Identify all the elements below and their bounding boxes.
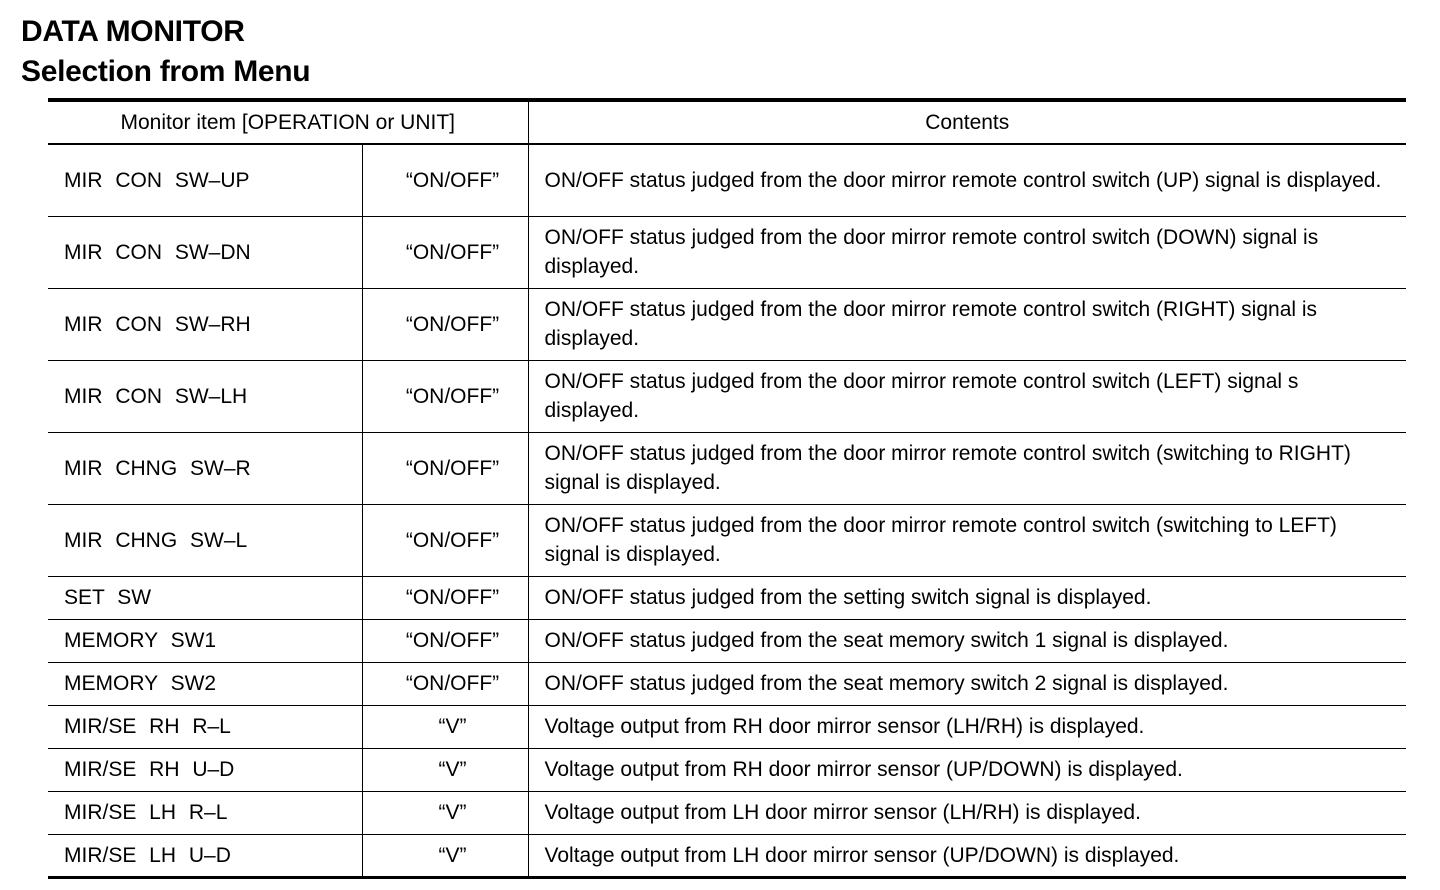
page-title: DATA MONITOR (21, 15, 245, 48)
unit-cell: “V” (362, 834, 528, 877)
header-monitor-item: Monitor item [OPERATION or UNIT] (48, 100, 528, 144)
monitor-item-cell: MIR CON SW–RH (48, 288, 362, 360)
monitor-item-cell: MIR CHNG SW–R (48, 432, 362, 504)
contents-cell: Voltage output from RH door mirror sensor (LH/RH) is displayed. (528, 705, 1406, 748)
unit-cell: “V” (362, 748, 528, 791)
contents-cell: Voltage output from RH door mirror sensor (UP/DOWN) is displayed. (528, 748, 1406, 791)
contents-cell: ON/OFF status judged from the door mirror remote control switch (LEFT) signal s displayed. (528, 360, 1406, 432)
contents-cell: ON/OFF status judged from the door mirror remote control switch (switching to RIGHT) signal is displayed. (528, 432, 1406, 504)
monitor-item-cell: SET SW (48, 576, 362, 619)
contents-cell: ON/OFF status judged from the seat memory switch 1 signal is displayed. (528, 619, 1406, 662)
unit-cell: “ON/OFF” (362, 216, 528, 288)
data-monitor-table (48, 98, 1406, 879)
monitor-item-cell: MIR CON SW–UP (48, 144, 362, 216)
contents-cell: ON/OFF status judged from the setting switch signal is displayed. (528, 576, 1406, 619)
unit-cell: “ON/OFF” (362, 144, 528, 216)
monitor-item-cell: MIR/SE LH U–D (48, 834, 362, 877)
unit-cell: “ON/OFF” (362, 504, 528, 576)
unit-cell: “ON/OFF” (362, 662, 528, 705)
unit-cell: “ON/OFF” (362, 432, 528, 504)
table-row (48, 834, 1406, 877)
table-row (48, 216, 1406, 288)
table-row (48, 288, 1406, 360)
contents-cell: ON/OFF status judged from the door mirror remote control switch (RIGHT) signal is displayed. (528, 288, 1406, 360)
monitor-item-cell: MEMORY SW2 (48, 662, 362, 705)
page-subtitle: Selection from Menu (21, 55, 311, 88)
monitor-item-cell: MIR CHNG SW–L (48, 504, 362, 576)
unit-cell: “V” (362, 791, 528, 834)
header-contents: Contents (528, 100, 1406, 144)
table-row (48, 705, 1406, 748)
page-heading (21, 12, 310, 92)
table-row (48, 432, 1406, 504)
contents-cell: ON/OFF status judged from the seat memory switch 2 signal is displayed. (528, 662, 1406, 705)
monitor-item-cell: MIR/SE RH R–L (48, 705, 362, 748)
contents-cell: ON/OFF status judged from the door mirror remote control switch (UP) signal is displayed. (528, 144, 1406, 216)
monitor-item-cell: MIR/SE LH R–L (48, 791, 362, 834)
unit-cell: “ON/OFF” (362, 576, 528, 619)
table-row (48, 576, 1406, 619)
table-row (48, 144, 1406, 216)
monitor-item-cell: MIR CON SW–LH (48, 360, 362, 432)
table-row (48, 662, 1406, 705)
monitor-item-cell: MEMORY SW1 (48, 619, 362, 662)
contents-cell: Voltage output from LH door mirror sensor (UP/DOWN) is displayed. (528, 834, 1406, 877)
table-row (48, 791, 1406, 834)
table-header-row (48, 100, 1406, 144)
unit-cell: “ON/OFF” (362, 360, 528, 432)
table-row (48, 360, 1406, 432)
table-row (48, 748, 1406, 791)
table-row (48, 619, 1406, 662)
contents-cell: ON/OFF status judged from the door mirror remote control switch (DOWN) signal is displayed. (528, 216, 1406, 288)
unit-cell: “V” (362, 705, 528, 748)
monitor-item-cell: MIR/SE RH U–D (48, 748, 362, 791)
table-row (48, 504, 1406, 576)
contents-cell: Voltage output from LH door mirror sensor (LH/RH) is displayed. (528, 791, 1406, 834)
monitor-item-cell: MIR CON SW–DN (48, 216, 362, 288)
unit-cell: “ON/OFF” (362, 619, 528, 662)
table-body (48, 144, 1406, 877)
unit-cell: “ON/OFF” (362, 288, 528, 360)
contents-cell: ON/OFF status judged from the door mirror remote control switch (switching to LEFT) signal is displayed. (528, 504, 1406, 576)
